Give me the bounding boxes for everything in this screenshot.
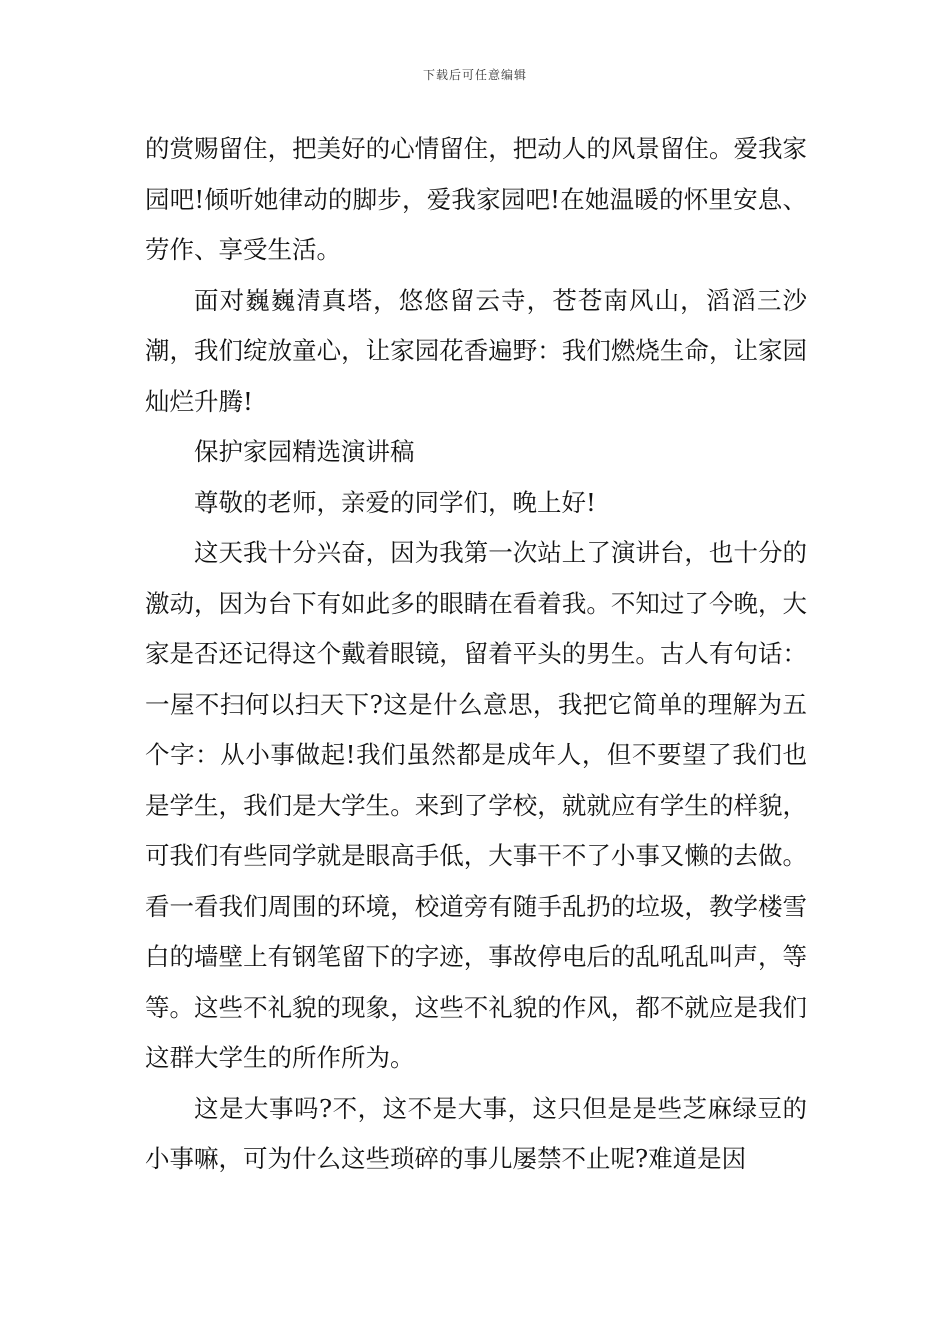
page-header: 下载后可任意编辑 bbox=[422, 68, 527, 82]
document-body bbox=[145, 124, 807, 1185]
paragraph-6: 这是大事吗?不，这不是大事，这只但是是些芝麻绿豆的小事嘛，可为什么这些琐碎的事儿屡禁不止呢?难道是因 bbox=[145, 1093, 807, 1173]
section-title: 保护家园精选演讲稿 bbox=[194, 437, 415, 466]
paragraph-5: 这天我十分兴奋，因为我第一次站上了演讲台，也十分的激动，因为台下有如此多的眼睛在看着我。不知过了今晚，大家是否还记得这个戴着眼镜，留着平头的男生。古人有句话：一屋不扫何以扫天下?这是什么意思，我把它简单的理解为五个字：从小事做起!我们虽然都是成年人，但不要望了我们也是学生，我们是大学生。来到了学校，就就应有学生的样貌，可我们有些同学就是眼高手低，大事干不了小事又懒的去做。看一看我们周围的环境，校道旁有随手乱扔的垃圾，教学楼雪白的墙壁上有钢笔留下的字迹，事故停电后的乱吼乱叫声，等等。这些不礼貌的现象，这些不礼貌的作风，都不就应是我们这群大学生的所作所为。 bbox=[145, 538, 807, 1072]
salutation: 尊敬的老师，亲爱的同学们，晚上好! bbox=[194, 487, 596, 517]
paragraph-1: 的赏赐留住，把美好的心情留住，把动人的风景留住。爱我家园吧!倾听她律动的脚步，爱我家园吧!在她温暖的怀里安息、劳作、享受生活。 bbox=[145, 134, 807, 264]
paragraph-2: 面对巍巍清真塔，悠悠留云寺，苍苍南风山，滔滔三沙潮，我们绽放童心，让家园花香遍野：我们燃烧生命，让家园灿烂升腾! bbox=[145, 285, 807, 416]
